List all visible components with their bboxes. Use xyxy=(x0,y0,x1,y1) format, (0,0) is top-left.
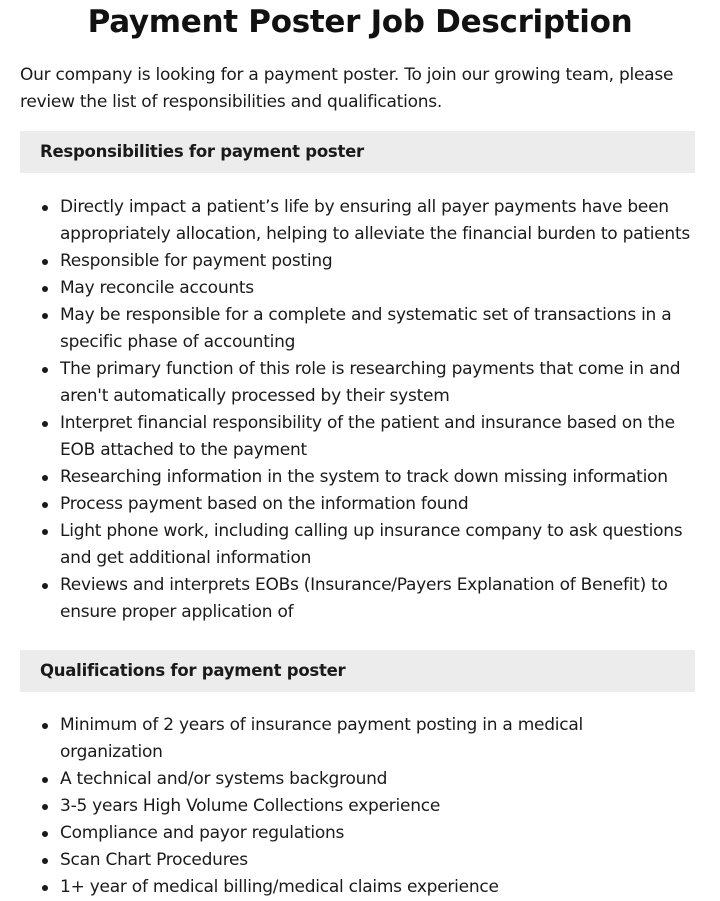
responsibility-item: Researching information in the system to track down missing information xyxy=(40,464,690,491)
responsibility-item: Process payment based on the information found xyxy=(40,491,690,518)
responsibilities-list xyxy=(40,194,690,626)
responsibility-item: May reconcile accounts xyxy=(40,275,690,302)
qualifications-header: Qualifications for payment poster xyxy=(20,650,695,692)
responsibilities-header: Responsibilities for payment poster xyxy=(20,131,695,173)
qualification-item: A technical and/or systems background xyxy=(40,766,690,793)
responsibility-item: May be responsible for a complete and systematic set of transactions in a specific phase of accounting xyxy=(40,302,690,356)
responsibility-item: Light phone work, including calling up insurance company to ask questions and get additional information xyxy=(40,518,690,572)
responsibility-item: Reviews and interprets EOBs (Insurance/Payers Explanation of Benefit) to ensure proper application of xyxy=(40,572,690,626)
responsibility-item: Responsible for payment posting xyxy=(40,248,690,275)
qualification-item: 1+ year of medical billing/medical claims experience xyxy=(40,874,690,901)
qualification-item: 3-5 years High Volume Collections experience xyxy=(40,793,690,820)
qualification-item: Minimum of 2 years of insurance payment posting in a medical organization xyxy=(40,712,690,766)
responsibility-item: Directly impact a patient’s life by ensuring all payer payments have been appropriately allocation, helping to alleviate the financial burden to patients xyxy=(40,194,690,248)
qualification-item: Compliance and payor regulations xyxy=(40,820,690,847)
page-title: Payment Poster Job Description xyxy=(87,4,633,40)
responsibility-item: The primary function of this role is researching payments that come in and aren't automatically processed by their system xyxy=(40,356,690,410)
qualifications-list xyxy=(40,712,690,901)
intro-paragraph: Our company is looking for a payment poster. To join our growing team, please review the list of responsibilities and qualifications. xyxy=(20,65,674,112)
responsibility-item: Interpret financial responsibility of the patient and insurance based on the EOB attached to the payment xyxy=(40,410,690,464)
qualification-item: Scan Chart Procedures xyxy=(40,847,690,874)
